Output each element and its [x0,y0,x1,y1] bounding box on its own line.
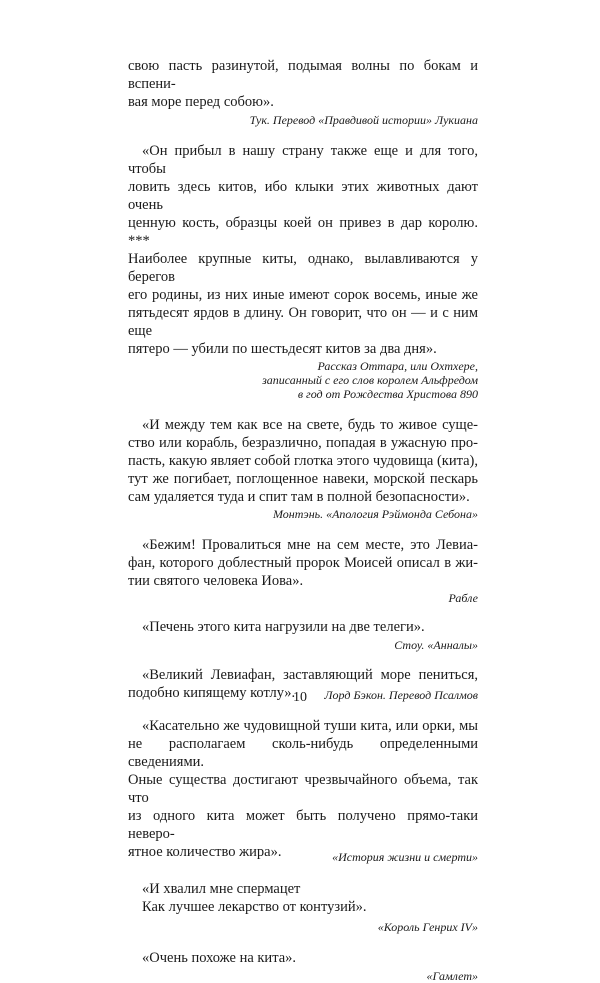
quote-attribution: Лорд Бэкон. Перевод Псалмов [324,688,478,702]
quote-text: «И хвалил мне спермацет Как лучшее лекарство от контузий». [142,881,367,915]
quote-attribution: «Король Генрих IV» [377,920,478,934]
epigraph-block [128,142,478,401]
quote-text: «Очень похоже на кита». [142,950,297,966]
epigraph-block [128,57,478,127]
quote-attribution: Рабле [448,591,478,605]
quote-text: «Великий Левиафан, заставляющий море пениться, подобно кипящему котлу». [128,667,478,701]
quote-text: «Он прибыл в нашу страну также еще и для того, чтобы ловить здесь китов, ибо клыки этих животных дают очень ценную кость, образцы коей он привез в дар королю. *** Наиболее крупные киты, однако, вылавливаются у берегов его родины, из них иные имеют сорок восемь, иные же пятьдесят ярдов в длину. Он говорит, что он — и с ним еще пятеро — убили по шестьдесят китов за два дня». [128,143,478,357]
epigraph-block [128,880,478,934]
epigraph-block [128,416,478,521]
quote-attribution: «История жизни и смерти» [332,850,478,864]
quote-attribution: Тук. Перевод «Правдивой истории» Лукиана [249,113,478,127]
quote-attribution: «Гамлет» [426,969,478,983]
book-page [128,57,478,983]
quote-text: «Бежим! Провалиться мне на сем месте, это Левиа- фан, которого доблестный пророк Моисей описал в жи- тии святого человека Иова». [128,537,478,589]
quote-text: свою пасть разинутой, подымая волны по бокам и вспени- вая море перед собою». [128,58,478,110]
page-number: 10 [293,690,307,705]
epigraph-block [128,536,478,605]
quote-text: «Касательно же чудовищной туши кита, или орки, мы не располагаем сколь-нибудь определенными сведениями. Оные существа достигают чрезвычайного объема, так что из одного кита может быть получено прямо-таки неверо- ятное количество жира». [128,718,478,860]
epigraph-block [128,618,478,652]
quote-attribution: Стоу. «Анналы» [394,638,478,652]
quote-text: «Печень этого кита нагрузили на две телеги». [142,619,425,635]
epigraph-block [128,717,478,864]
epigraph-block [128,949,478,983]
quote-text: «И между тем как все на свете, будь то живое суще- ство или корабль, безразлично, попадая в ужасную про- пасть, какую являет собой глотка этого чудовища (кита), тут же погибает, поглощенное навеки, морской пескарь сам удаляется туда и спит там в полной безопасности». [128,417,478,505]
quote-attribution: Монтэнь. «Апология Рэймонда Себона» [272,507,478,521]
quote-attribution: Рассказ Оттара, или Охтхере, записанный с его слов королем Альфредом в год от Рождества Христова 890 [262,359,478,401]
